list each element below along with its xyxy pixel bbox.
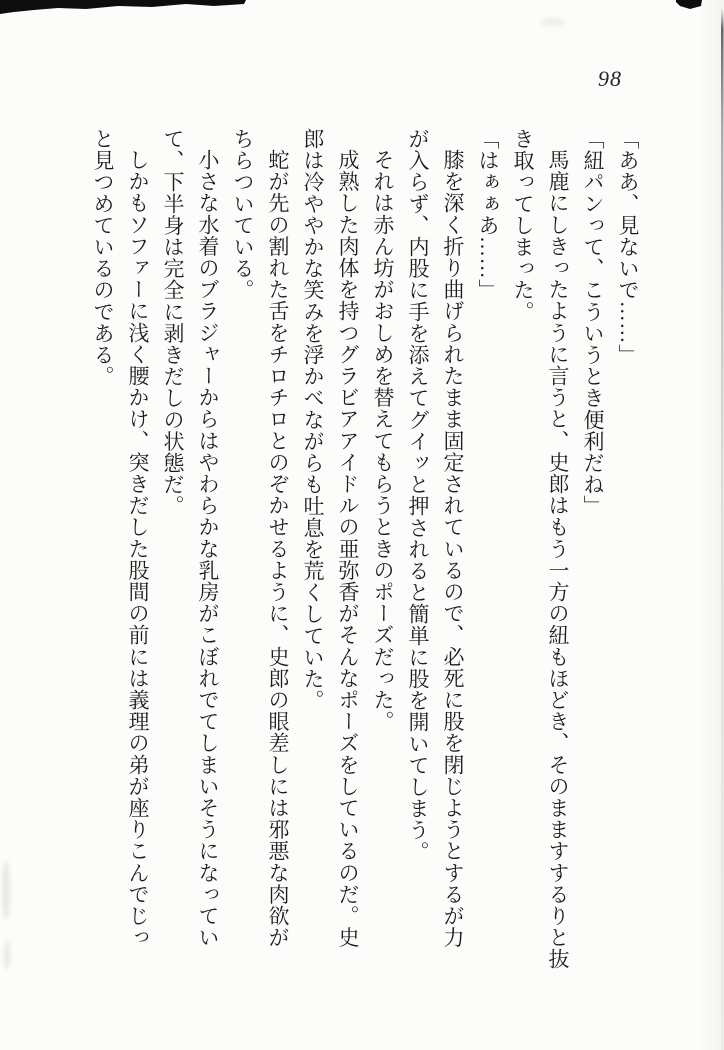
- text-line: 膝を深く折り曲げられたまま固定されているので、必死に股を閉じようとするが力: [441, 149, 465, 949]
- text-line: 蛇が先の割れた舌をチロチロとのぞかせるように、史郎の眼差しには邪悪な肉欲が: [266, 149, 290, 949]
- text-line: き取ってしまった。: [511, 128, 535, 323]
- paper-smudge: [4, 940, 10, 970]
- right-edge-line: [721, 8, 724, 1050]
- text-line: 成熟した肉体を持つグラビアアイドルの亜弥香がそんなポーズをしているのだ。史: [336, 149, 360, 949]
- paper-smudge: [540, 18, 566, 26]
- text-line: 「紐パンって、こういうとき便利だね」: [581, 128, 605, 517]
- top-edge-artifact: [0, 0, 246, 14]
- text-line: て、下半身は完全に剥きだしの状態だ。: [161, 128, 185, 517]
- text-line: と見つめているのである。: [91, 128, 115, 388]
- page-number: 98: [598, 66, 622, 91]
- text-line: 「はぁぁあ……」: [476, 128, 500, 301]
- text-line: それは赤ん坊がおしめを替えてもらうときのポーズだった。: [371, 149, 395, 733]
- text-line: 小さな水着のブラジャーからはやわらかな乳房がこぼれでてしまいそうになってい: [196, 149, 220, 949]
- text-block: [85, 128, 645, 970]
- text-line: 「ああ、見ないで……」: [616, 128, 640, 366]
- text-line: 馬鹿にしきったように言うと、史郎はもう一方の紐もほどき、そのまますするりと抜: [546, 149, 570, 970]
- text-line: が入らず、内股に手を添えてグイッと押されると簡単に股を開いてしまう。: [406, 128, 430, 863]
- paper-smudge: [2, 860, 10, 920]
- text-line: ちらついている。: [231, 128, 255, 301]
- text-line: しかもソファーに浅く腰かけ、突きだした股間の前には義理の弟が座りこんでじっ: [126, 149, 150, 949]
- top-right-artifact: [676, 0, 702, 9]
- text-line: 郎は冷ややかな笑みを浮かべながらも吐息を荒くしていた。: [301, 128, 325, 712]
